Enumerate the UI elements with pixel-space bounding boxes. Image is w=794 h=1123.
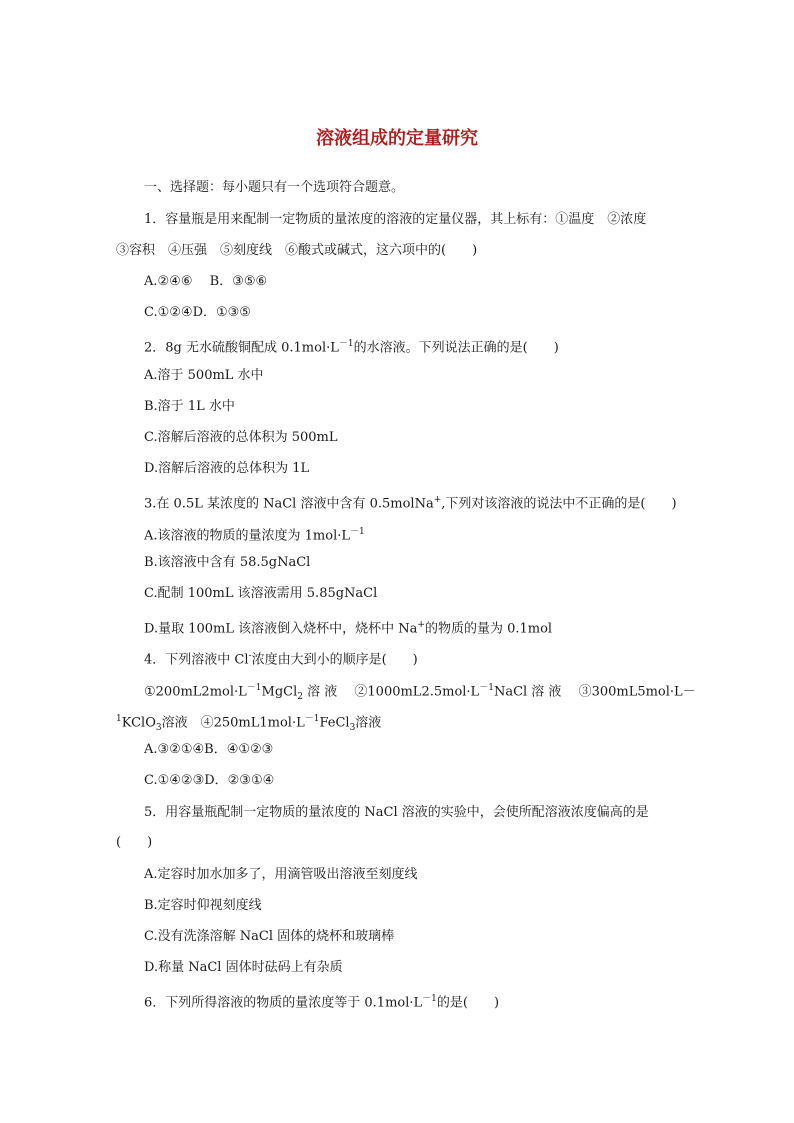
q4-item3-formula: KClO (121, 715, 156, 731)
q2-stem (144, 334, 559, 358)
q5-stem-line1: 5．用容量瓶配制一定物质的量浓度的 NaCl 溶液的实验中，会使所配溶液浓度偏高的是 (144, 805, 649, 820)
q4-item1-sup: －1 (246, 683, 262, 693)
q2-stem-text-a: 2．8g 无水硫酸铜配成 0.1mol·L (144, 340, 339, 356)
q5-option-b: B.定容时仰视刻度线 (144, 898, 262, 913)
q4-options-cd: C.①④②③D．②③①④ (144, 773, 275, 788)
q4-item2-text: 溶 液 ②1000mL2.5mol·L (303, 684, 480, 700)
q6-stem-sup: －1 (422, 994, 437, 1004)
q3-option-d-text-a: D.量取 100mL 该溶液倒入烧杯中，烧杯中 Na (144, 621, 418, 637)
q2-option-b: B.溶于 1L 水中 (144, 399, 235, 414)
q4-stem-text-a: 4．下列溶液中 Cl (144, 652, 249, 668)
q3-option-a-sup: －1 (350, 527, 365, 537)
q4-item4-sub: 3 (349, 722, 356, 733)
section-heading: 一、选择题：每小题只有一个选项符合题意。 (144, 180, 405, 195)
q4-item4-suffix: 溶液 (355, 715, 382, 731)
q2-option-d: D.溶解后溶液的总体积为 1L (144, 461, 310, 476)
q6-stem-text-b: 的是( ) (436, 995, 500, 1011)
q3-option-b: B.该溶液中含有 58.5gNaCl (144, 555, 311, 570)
q1-options-ab: A.②④⑥ B．③⑤⑥ (144, 274, 268, 289)
q3-stem-sup: + (433, 495, 442, 505)
q6-stem-text-a: 6．下列所得溶液的物质的量浓度等于 0.1mol·L (144, 995, 423, 1011)
q4-item3-sup: 1 (116, 714, 122, 724)
q1-stem-line2: ③容积 ④压强 ⑤刻度线 ⑥酸式或碱式，这六项中的( ) (116, 243, 478, 258)
q1-stem-line1: 1．容量瓶是用来配制一定物质的量浓度的溶液的定量仪器，其上标有：①温度 ②浓度 (144, 212, 647, 227)
q4-item4-text: 溶液 ④250mL1mol·L (161, 715, 305, 731)
q6-stem (144, 989, 499, 1013)
q5-stem-line2: ( ) (116, 835, 153, 850)
q4-stem-sup: - (248, 651, 252, 661)
q3-option-c: C.配制 100mL 该溶液需用 5.85gNaCl (144, 586, 378, 601)
q4-stem (144, 646, 418, 670)
page-title: 溶液组成的定量研究 (316, 128, 478, 149)
q3-option-a-text: A.该溶液的物质的量浓度为 1mol·L (144, 528, 351, 544)
q2-stem-sup: －1 (338, 339, 354, 349)
q4-item4-sup: －1 (304, 714, 320, 724)
q2-stem-text-b: 的水溶液。下列说法正确的是( ) (353, 340, 559, 356)
q4-item3-text: NaCl 溶 液 ③300mL5mol·L－ (493, 684, 696, 700)
q3-option-d-sup: + (417, 620, 425, 630)
q5-option-c: C.没有洗涤溶解 NaCl 固体的烧杯和玻璃棒 (144, 929, 395, 944)
q4-item2-sup: －1 (479, 683, 494, 693)
q1-options-cd: C.①②④D．①③⑤ (144, 305, 251, 320)
q3-stem (144, 490, 677, 514)
q3-option-a (144, 522, 365, 546)
q4-items-line2 (116, 709, 381, 738)
q4-item1-text: ①200mL2mol·L (144, 684, 247, 700)
q3-option-d (144, 615, 552, 639)
q4-options-ab: A.③②①④B．④①②③ (144, 742, 274, 757)
q5-option-d: D.称量 NaCl 固体时砝码上有杂质 (144, 960, 343, 975)
q3-option-d-text-b: 的物质的量为 0.1mol (424, 621, 553, 637)
q2-option-c: C.溶解后溶液的总体积为 500mL (144, 430, 338, 445)
q4-item1-sub: 2 (297, 691, 303, 702)
q4-item3-sub: 3 (155, 722, 162, 733)
q4-item4-formula: FeCl (319, 715, 350, 731)
q4-items-line1 (144, 678, 696, 707)
q3-stem-text-a: 3.在 0.5L 某浓度的 NaCl 溶液中含有 0.5molNa (144, 496, 434, 512)
q4-item1-formula: MgCl (261, 684, 298, 700)
q3-stem-text-b: ,下列对该溶液的说法中不正确的是( ) (441, 496, 677, 512)
q2-option-a: A.溶于 500mL 水中 (144, 368, 264, 383)
q5-option-a: A.定容时加水加多了，用滴管吸出溶液至刻度线 (144, 867, 418, 882)
q4-stem-text-b: 浓度由大到小的顺序是( ) (251, 652, 418, 668)
